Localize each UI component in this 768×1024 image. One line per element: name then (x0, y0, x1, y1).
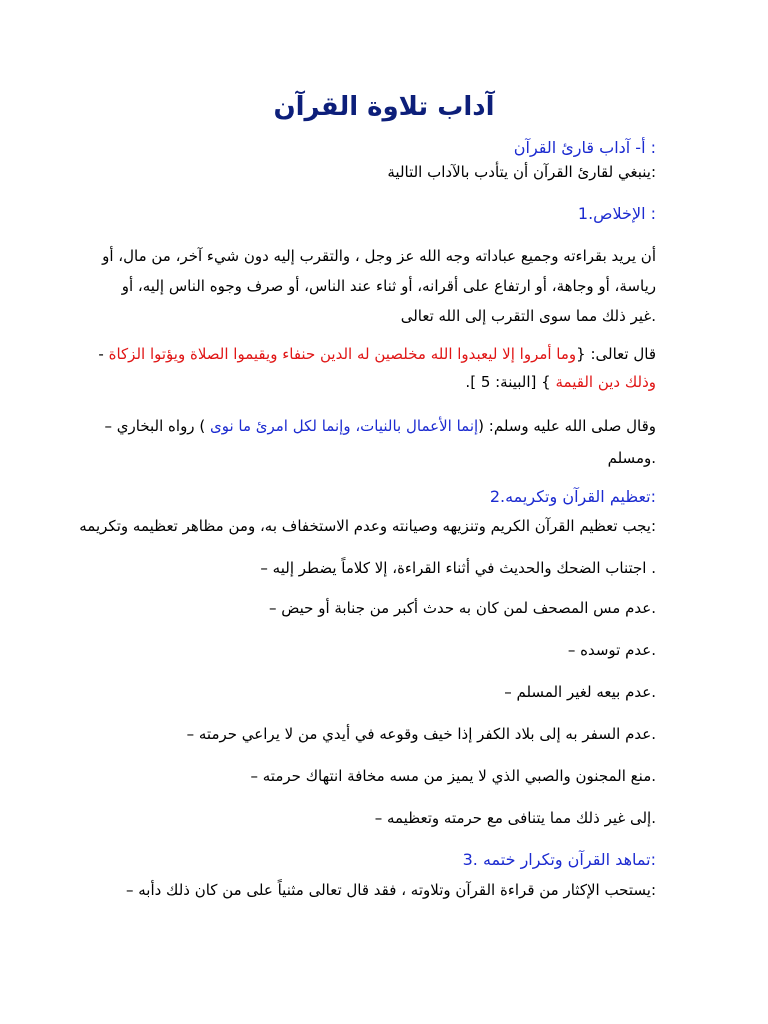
item3-heading: :تماهد القرآن وتكرار ختمه .3 (462, 850, 656, 869)
item1-para-line2: رياسة، أو وجاهة، أو ارتفاع على أقرانه، أو ثناء عند الناس، أو صرف وجوه الناس إليه، أو (121, 277, 656, 295)
item2-bullet-4: .عدم بيعه لغير المسلم – (504, 683, 656, 701)
quote1-line1 (40, 344, 656, 364)
section-a-intro: :ينبغي لقارئ القرآن أن يتأدب بالآداب التالية (387, 163, 656, 181)
quote1-citation: } [البينة: 5 ]. (465, 373, 556, 391)
item2-bullet-1: . اجتناب الضحك والحديث في أثناء القراءة، إلا كلاماً يضطر إليه – (260, 559, 656, 577)
item2-bullet-6: .منع المجنون والصبي الذي لا يميز من مسه مخافة انتهاك حرمته – (250, 767, 656, 785)
item1-para-line1: أن يريد بقراءته وجميع عباداته وجه الله عز وجل ، والتقرب إليه دون شيء آخر، من مال، أو (102, 247, 656, 265)
item2-bullet-7: .إلى غير ذلك مما يتنافى مع حرمته وتعظيمه – (374, 809, 656, 827)
quote2-hadith: إنما الأعمال بالنيات، وإنما لكل امرئ ما نوى (209, 417, 479, 435)
quote2-prefix: وقال صلى الله عليه وسلم: ( (478, 417, 656, 435)
item2-intro: :يجب تعظيم القرآن الكريم وتنزيهه وصيانته وعدم الاستخفاف به، ومن مظاهر تعظيمه وتكريمه (79, 517, 656, 535)
page-title: آداب تلاوة القرآن (273, 92, 495, 122)
quote1-verse: وما أمروا إلا ليعبدوا الله مخلصين له الدين حنفاء ويقيموا الصلاة ويؤتوا الزكاة (108, 345, 577, 363)
quote1-verse-line2: وذلك دين القيمة (555, 373, 656, 391)
section-a-heading: : أ- آداب قارئ القرآن (513, 138, 656, 157)
item2-bullet-5: .عدم السفر به إلى بلاد الكفر إذا خيف وقوعه في أيدي من لا يراعي حرمته – (186, 725, 656, 743)
quote2-suffix: ) رواه البخاري – (104, 417, 210, 435)
item2-heading: :تعظيم القرآن وتكريمه.2 (489, 487, 656, 506)
quote1-line2 (40, 372, 656, 392)
item2-bullet-2: .عدم مس المصحف لمن كان به حدث أكبر من جنابة أو حيض – (269, 599, 656, 617)
quote2-line2: .ومسلم (607, 449, 656, 467)
quote1-suffix: - (98, 345, 109, 363)
item1-heading: : الإخلاص.1 (577, 204, 656, 223)
quote1-prefix: قال تعالى: { (576, 345, 656, 363)
item1-para-line3: .غير ذلك مما سوى التقرب إلى الله تعالى (400, 307, 656, 325)
item3-intro: :يستحب الإكثار من قراءة القرآن وتلاوته ، فقد قال تعالى مثنياً على من كان ذلك دأبه – (125, 881, 656, 899)
quote2-line1 (40, 416, 656, 436)
item2-bullet-3: .عدم توسده – (567, 641, 656, 659)
